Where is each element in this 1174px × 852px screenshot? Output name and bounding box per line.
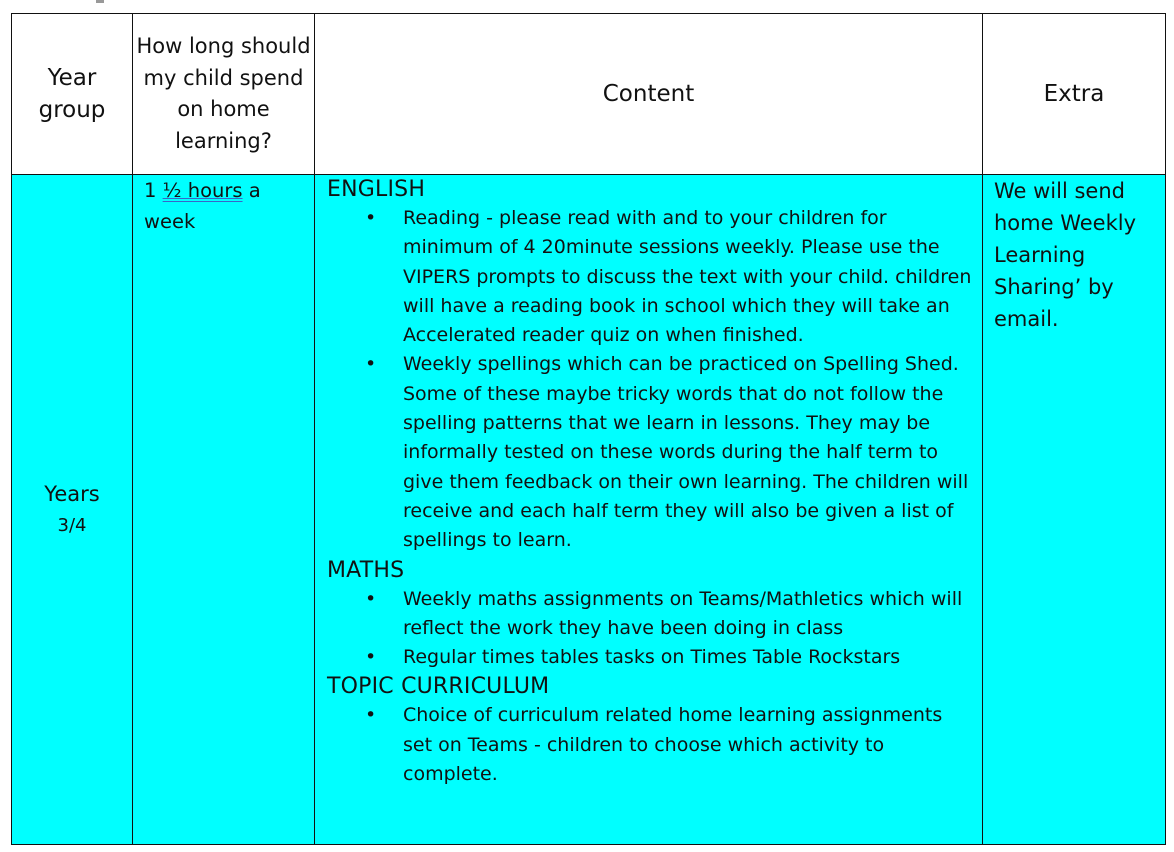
- header-time: How long should my child spend on home learning?: [133, 14, 315, 175]
- list-item: • Weekly spellings which can be practiced on Spelling Shed. Some of these maybe tricky words that do not follow the spelling patterns that we learn in lessons. They may be informally tested on these words during the half term to give them feedback on their own learning. The children will receive and each half term they will also be given a list of spellings to learn.: [403, 350, 976, 555]
- extra-cell: We will send home Weekly Learning Sharing’ by email.: [983, 175, 1166, 845]
- time-fraction: ½ hours: [162, 179, 243, 202]
- topic-list: [327, 701, 976, 789]
- list-item: • Regular times tables tasks on Times Table Rockstars: [403, 643, 976, 672]
- time-suffix: a week: [144, 179, 261, 233]
- page-mark: [96, 0, 104, 3]
- year-line1: Years: [44, 481, 100, 506]
- header-extra: Extra: [983, 14, 1166, 175]
- year-cell: [12, 175, 133, 845]
- list-item: • Weekly maths assignments on Teams/Mathletics which will reflect the work they have been doing in class: [403, 585, 976, 644]
- table-row: [12, 175, 1166, 845]
- english-list: [327, 204, 976, 556]
- header-row: [12, 14, 1166, 175]
- content-cell: [315, 175, 983, 845]
- section-title-maths: MATHS: [327, 557, 405, 583]
- section-title-topic: TOPIC CURRICULUM: [327, 674, 550, 700]
- list-item: • Reading - please read with and to your children for minimum of 4 20minute sessions weekly. Please use the VIPERS prompts to discuss the text with your child. children will have a reading book in school which they will take an Accelerated reader quiz on when finished.: [403, 204, 976, 350]
- list-item: • Choice of curriculum related home learning assignments set on Teams - children to choose which activity to complete.: [403, 701, 976, 789]
- year-line2: 3/4: [57, 514, 87, 536]
- time-cell: [133, 175, 315, 845]
- maths-list: [327, 585, 976, 673]
- time-prefix: 1: [144, 179, 163, 202]
- header-content: Content: [315, 14, 983, 175]
- header-year-group: Year group: [12, 14, 133, 175]
- home-learning-table: [11, 13, 1166, 845]
- section-title-english: ENGLISH: [327, 177, 426, 202]
